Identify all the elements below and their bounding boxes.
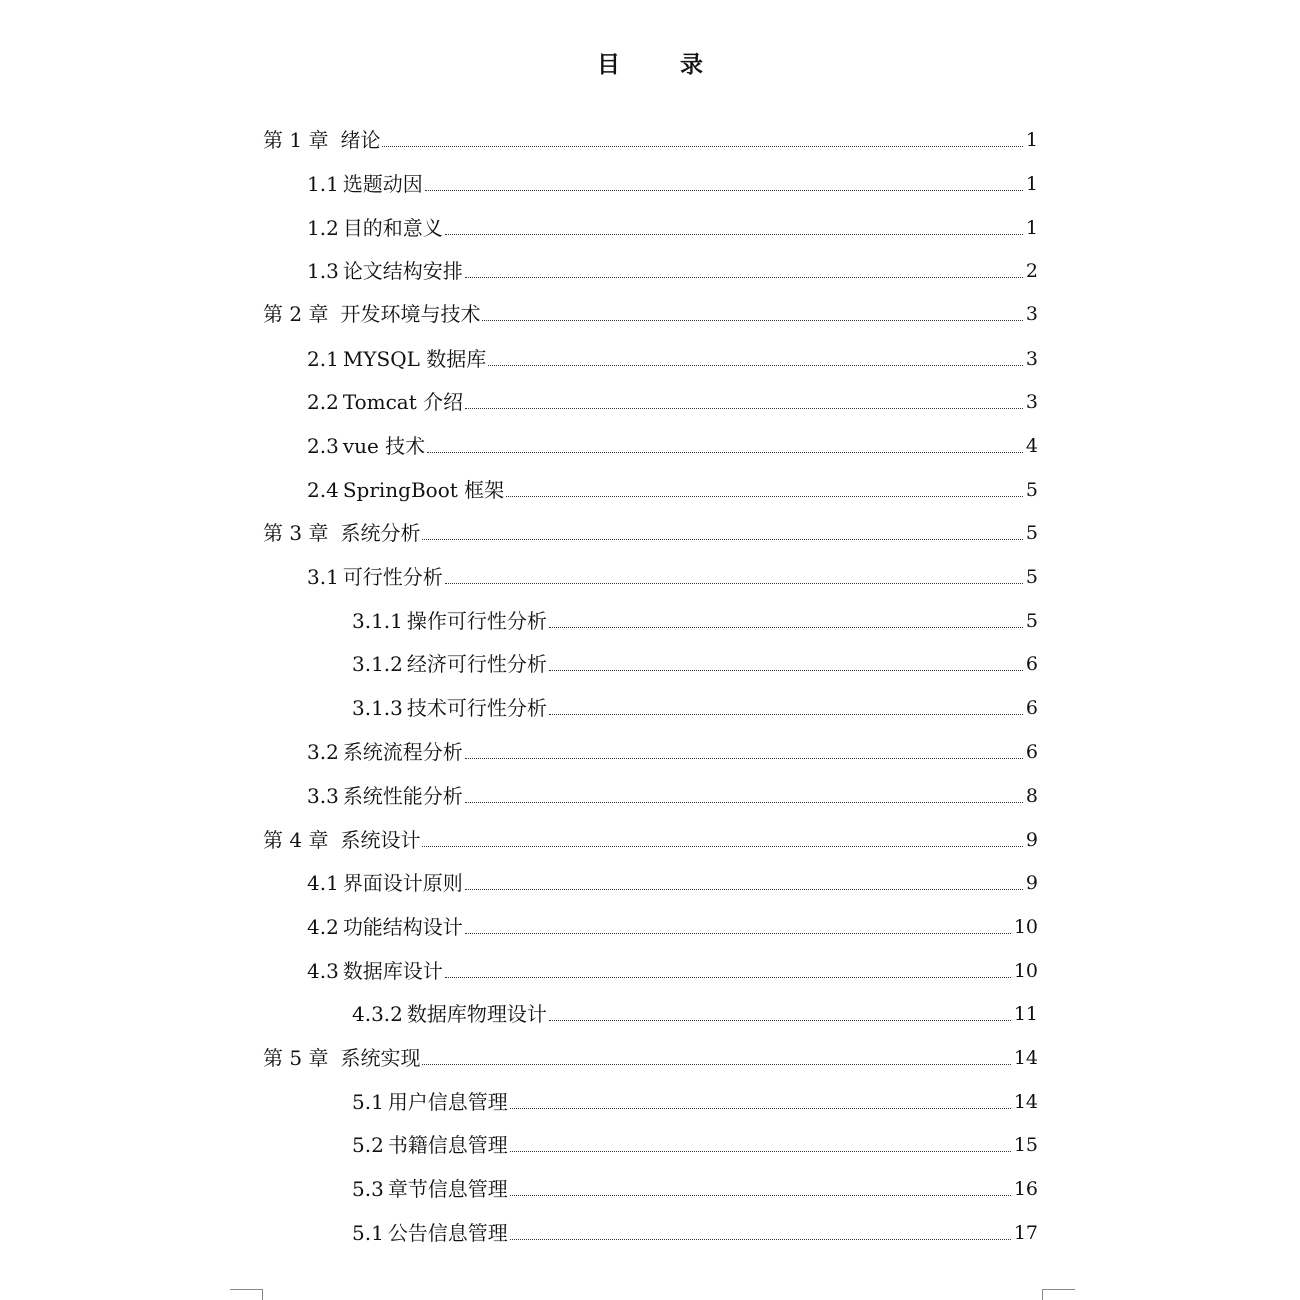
toc-entry[interactable] — [307, 387, 1038, 417]
toc-dot-leader — [382, 146, 1022, 147]
toc-entry-number: 3.1 — [307, 565, 339, 589]
toc-entry[interactable] — [307, 344, 1038, 374]
toc-dot-leader — [425, 190, 1023, 191]
toc-entry-label: 系统实现 — [340, 1046, 421, 1070]
toc-entry-label: 界面设计原则 — [342, 871, 463, 895]
toc-entry[interactable] — [307, 213, 1038, 243]
toc-entry-label: 系统设计 — [340, 828, 421, 852]
toc-entry-label: 书籍信息管理 — [387, 1133, 508, 1157]
toc-entry[interactable] — [263, 825, 1038, 855]
toc-entry-page-number: 3 — [1025, 391, 1038, 413]
toc-entry-label: 用户信息管理 — [387, 1090, 508, 1114]
toc-entry-label: 经济可行性分析 — [406, 652, 547, 676]
toc-entry-label: SpringBoot 框架 — [342, 478, 505, 502]
toc-entry[interactable] — [352, 1130, 1038, 1160]
toc-entry-number: 2.3 — [307, 434, 339, 458]
toc-entry-number: 第 5 章 — [263, 1046, 329, 1070]
toc-entry[interactable] — [352, 1087, 1038, 1117]
toc-entry-page-number: 9 — [1025, 872, 1038, 894]
toc-entry-page-number: 17 — [1013, 1222, 1038, 1244]
toc-entry[interactable] — [263, 299, 1038, 329]
toc-entry[interactable] — [263, 518, 1038, 548]
toc-dot-leader — [465, 802, 1023, 803]
toc-entry-page-number: 14 — [1013, 1047, 1038, 1069]
toc-entry-page-number: 10 — [1013, 916, 1038, 938]
toc-entry-label: 功能结构设计 — [342, 915, 463, 939]
toc-entry-page-number: 11 — [1013, 1003, 1038, 1025]
toc-entry-label: 公告信息管理 — [387, 1221, 508, 1245]
toc-entry-page-number: 5 — [1025, 610, 1038, 632]
toc-entry-page-number: 5 — [1025, 566, 1038, 588]
toc-entry-number: 1.2 — [307, 216, 339, 240]
toc-entry-number: 2.1 — [307, 347, 339, 371]
toc-entry-label: 章节信息管理 — [387, 1177, 508, 1201]
toc-entry[interactable] — [307, 781, 1038, 811]
toc-dot-leader — [510, 1195, 1011, 1196]
toc-entry-label: 操作可行性分析 — [406, 609, 547, 633]
toc-dot-leader — [488, 365, 1023, 366]
toc-entry-label: 技术可行性分析 — [406, 696, 547, 720]
toc-dot-leader — [506, 496, 1023, 497]
toc-entry[interactable] — [307, 475, 1038, 505]
toc-entry-number: 3.1.2 — [352, 652, 403, 676]
toc-dot-leader — [510, 1239, 1011, 1240]
toc-entry-number: 第 3 章 — [263, 521, 329, 545]
toc-entry[interactable] — [307, 169, 1038, 199]
toc-entry-label: vue 技术 — [342, 434, 426, 458]
toc-entry-number: 2.4 — [307, 478, 339, 502]
toc-title: 目 录 — [596, 51, 729, 78]
toc-entry[interactable] — [263, 125, 1038, 155]
toc-entry-number: 2.2 — [307, 390, 339, 414]
toc-entry-page-number: 6 — [1025, 697, 1038, 719]
toc-entry[interactable] — [307, 956, 1038, 986]
toc-entry-number: 3.1.1 — [352, 609, 403, 633]
toc-entry-number: 第 2 章 — [263, 302, 329, 326]
toc-entry-number: 4.2 — [307, 915, 339, 939]
toc-entry-page-number: 1 — [1025, 129, 1038, 151]
toc-entry-number: 5.1 — [352, 1221, 384, 1245]
toc-entry[interactable] — [307, 737, 1038, 767]
toc-entry-page-number: 6 — [1025, 653, 1038, 675]
toc-entry-number: 3.2 — [307, 740, 339, 764]
toc-entry-page-number: 3 — [1025, 303, 1038, 325]
toc-dot-leader — [422, 539, 1022, 540]
page-corner-mark-right — [1042, 1289, 1075, 1300]
toc-dot-leader — [445, 234, 1023, 235]
toc-dot-leader — [445, 583, 1023, 584]
toc-dot-leader — [465, 758, 1023, 759]
toc-dot-leader — [510, 1151, 1011, 1152]
toc-entry-label: 可行性分析 — [342, 565, 443, 589]
toc-dot-leader — [510, 1108, 1011, 1109]
toc-entry-label: 目的和意义 — [342, 216, 443, 240]
toc-entry-page-number: 5 — [1025, 479, 1038, 501]
toc-entry-number: 第 1 章 — [263, 128, 329, 152]
toc-dot-leader — [465, 408, 1023, 409]
toc-entry[interactable] — [352, 1218, 1038, 1248]
toc-entry-page-number: 5 — [1025, 522, 1038, 544]
toc-entry[interactable] — [352, 1174, 1038, 1204]
toc-entry[interactable] — [352, 606, 1038, 636]
toc-entry-number: 1.3 — [307, 259, 339, 283]
toc-entry-page-number: 2 — [1025, 260, 1038, 282]
toc-entry-page-number: 3 — [1025, 348, 1038, 370]
toc-entry[interactable] — [352, 693, 1038, 723]
toc-dot-leader — [465, 277, 1023, 278]
toc-dot-leader — [422, 1064, 1010, 1065]
toc-entry-label: 论文结构安排 — [342, 259, 463, 283]
toc-entry-page-number: 1 — [1025, 173, 1038, 195]
toc-entry-page-number: 6 — [1025, 741, 1038, 763]
toc-entry[interactable] — [307, 562, 1038, 592]
toc-dot-leader — [427, 452, 1023, 453]
toc-entry[interactable] — [307, 912, 1038, 942]
toc-entry[interactable] — [307, 256, 1038, 286]
toc-entry-page-number: 15 — [1013, 1134, 1038, 1156]
toc-entry-number: 4.3.2 — [352, 1002, 403, 1026]
toc-entry[interactable] — [352, 999, 1038, 1029]
toc-dot-leader — [482, 320, 1022, 321]
toc-entry-page-number: 14 — [1013, 1091, 1038, 1113]
toc-dot-leader — [549, 627, 1023, 628]
toc-entry-number: 5.3 — [352, 1177, 384, 1201]
toc-entry-page-number: 16 — [1013, 1178, 1038, 1200]
toc-entry-number: 5.2 — [352, 1133, 384, 1157]
toc-entry-page-number: 4 — [1025, 435, 1038, 457]
toc-entry[interactable] — [352, 649, 1038, 679]
toc-dot-leader — [465, 933, 1011, 934]
toc-dot-leader — [549, 670, 1023, 671]
toc-dot-leader — [422, 846, 1022, 847]
toc-dot-leader — [549, 1020, 1011, 1021]
toc-entry-label: 系统流程分析 — [342, 740, 463, 764]
page-corner-mark-left — [230, 1289, 263, 1300]
toc-entry-page-number: 9 — [1025, 829, 1038, 851]
toc-entry-number: 4.1 — [307, 871, 339, 895]
toc-entry-label: 数据库物理设计 — [406, 1002, 547, 1026]
toc-entry-label: Tomcat 介绍 — [342, 390, 464, 414]
toc-entry-label: 系统性能分析 — [342, 784, 463, 808]
toc-entry-label: 选题动因 — [342, 172, 423, 196]
toc-entry-page-number: 8 — [1025, 785, 1038, 807]
toc-dot-leader — [549, 714, 1023, 715]
toc-entry-page-number: 1 — [1025, 217, 1038, 239]
toc-entry[interactable] — [307, 431, 1038, 461]
toc-entry-number: 5.1 — [352, 1090, 384, 1114]
toc-entry-number: 4.3 — [307, 959, 339, 983]
toc-entry-number: 3.3 — [307, 784, 339, 808]
toc-entry[interactable] — [263, 1043, 1038, 1073]
toc-entry-label: MYSQL 数据库 — [342, 347, 487, 371]
toc-entry-number: 1.1 — [307, 172, 339, 196]
toc-entry-label: 数据库设计 — [342, 959, 443, 983]
toc-dot-leader — [445, 977, 1011, 978]
toc-dot-leader — [465, 889, 1023, 890]
toc-entry-number: 3.1.3 — [352, 696, 403, 720]
toc-entry-label: 系统分析 — [340, 521, 421, 545]
toc-entry-number: 第 4 章 — [263, 828, 329, 852]
toc-entry-label: 绪论 — [340, 128, 381, 152]
toc-entry-page-number: 10 — [1013, 960, 1038, 982]
toc-entry-label: 开发环境与技术 — [340, 302, 481, 326]
toc-entry[interactable] — [307, 868, 1038, 898]
